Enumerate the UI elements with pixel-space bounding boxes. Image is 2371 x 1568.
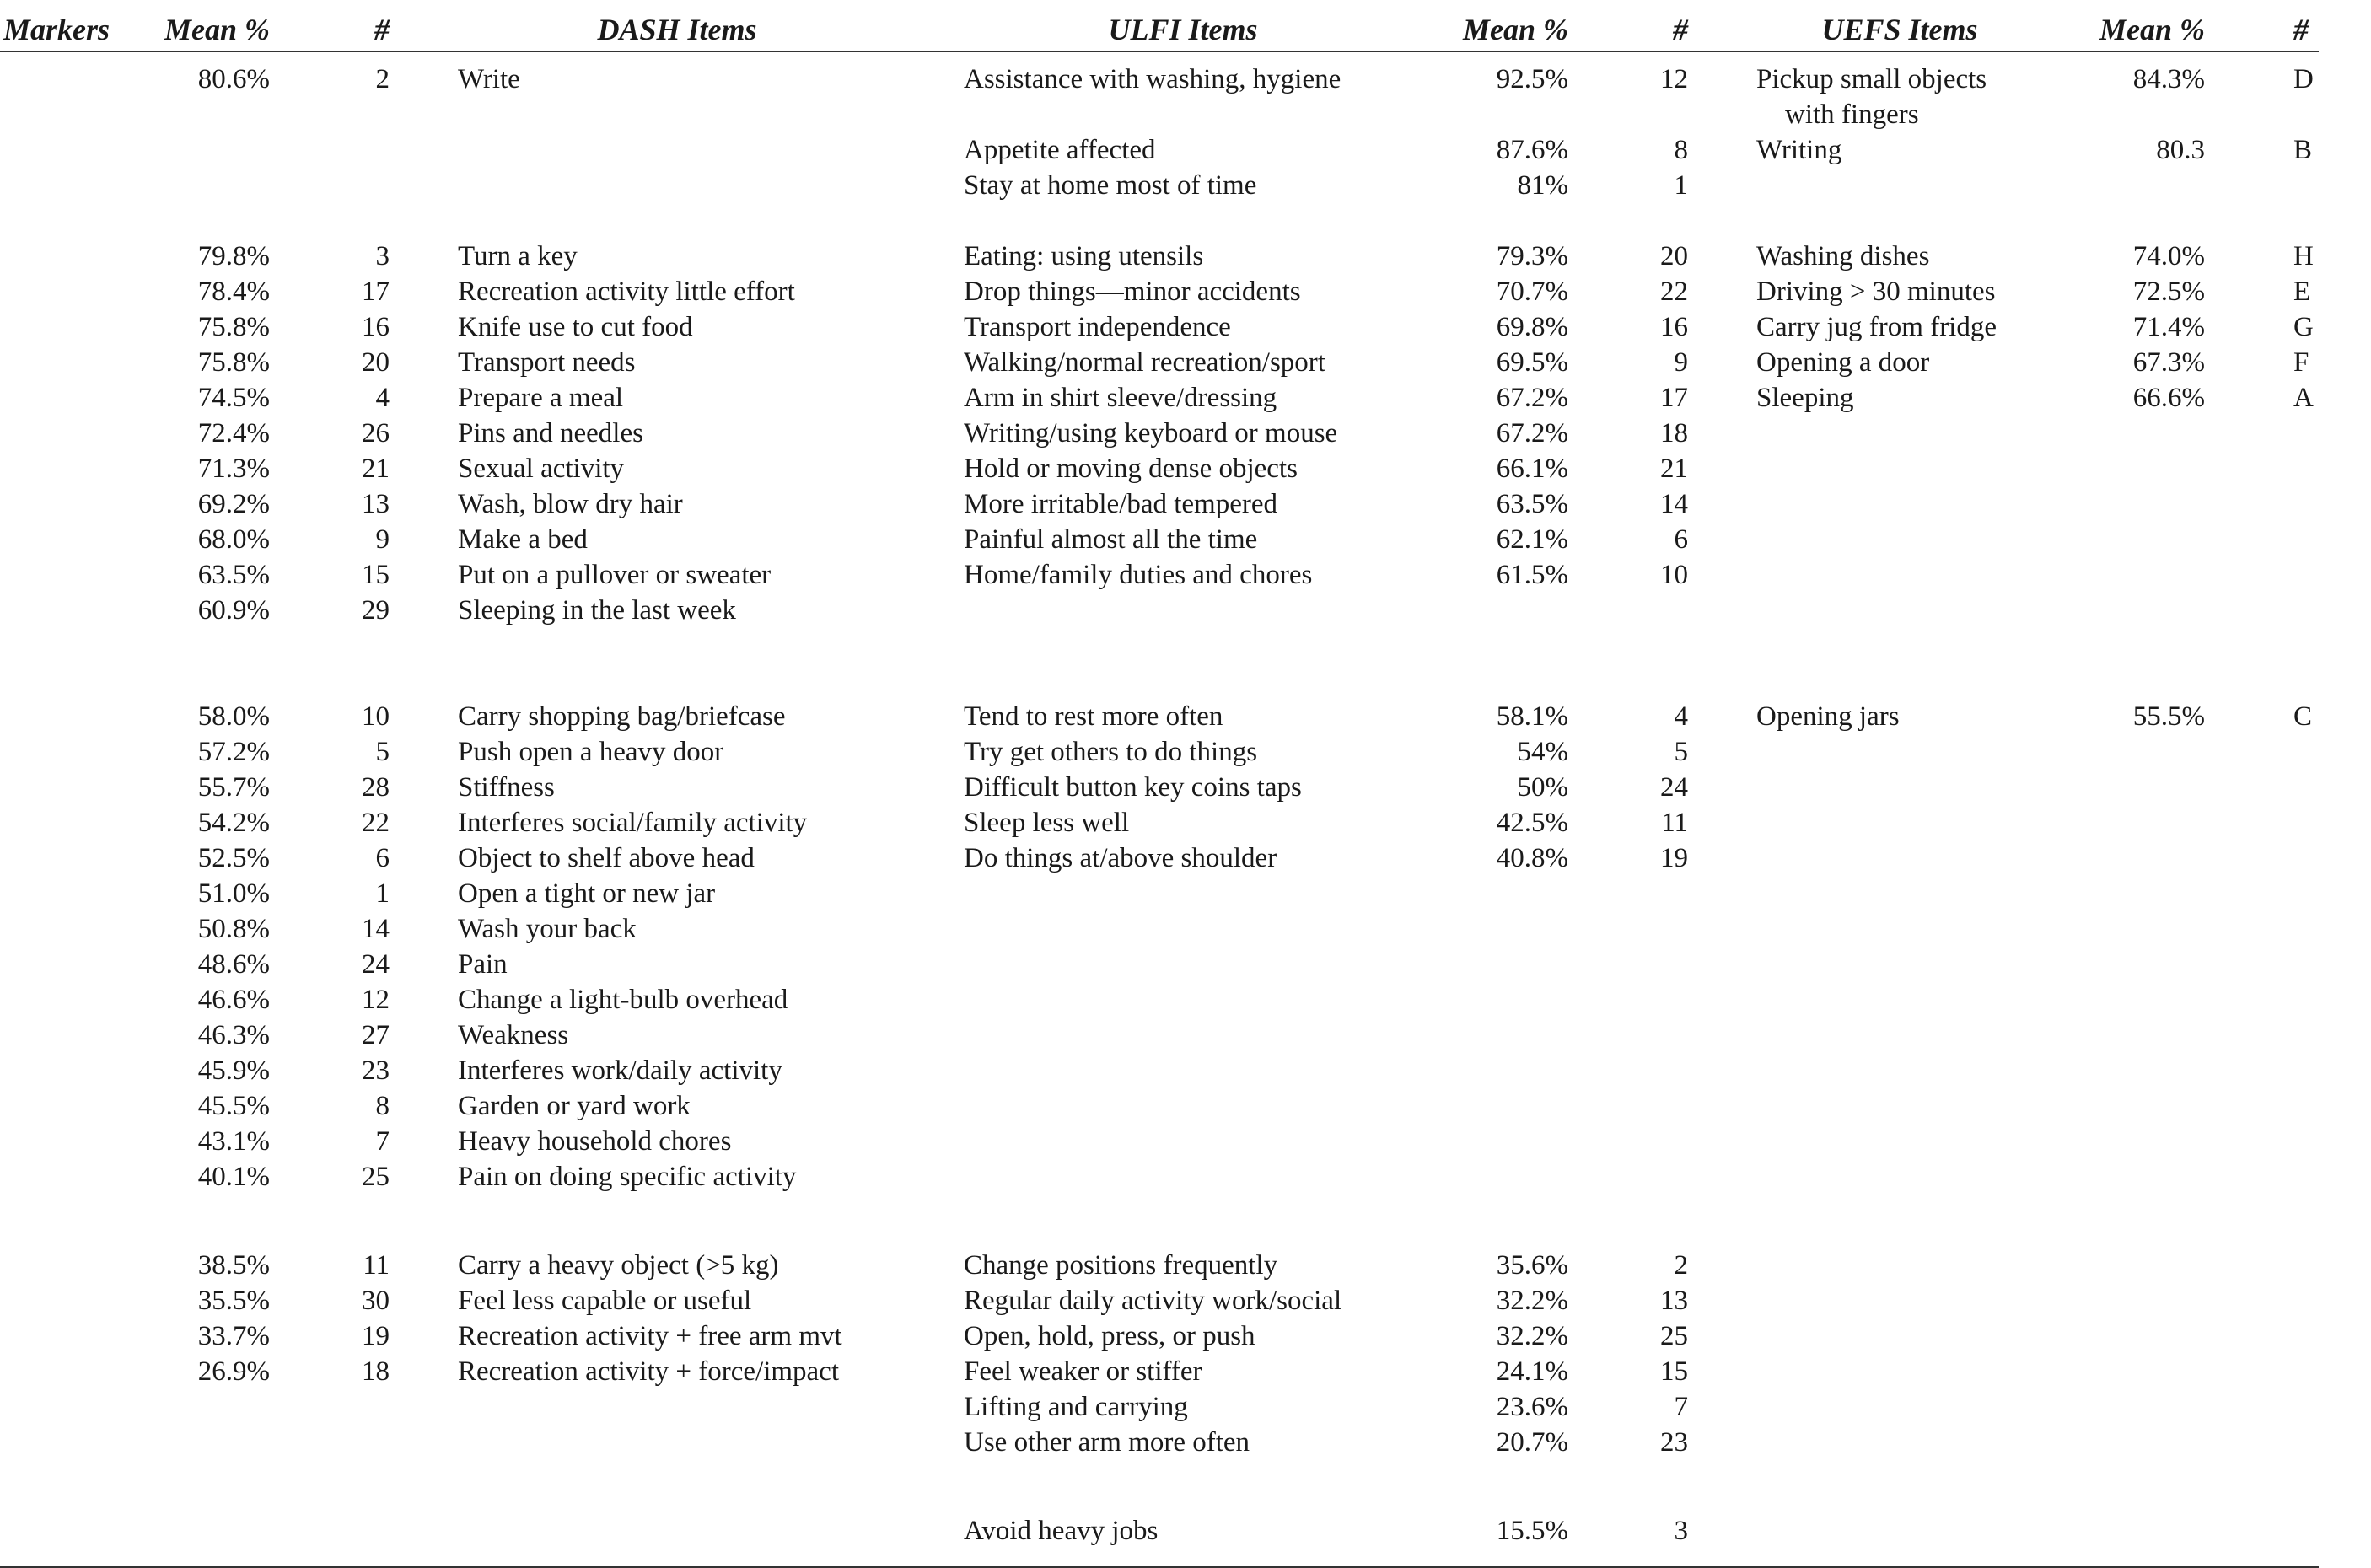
dash-number-cell: 27: [362, 1020, 390, 1050]
dash-mean-cell: 50.8%: [197, 914, 270, 944]
ulfi-mean-cell: 58.1%: [1496, 701, 1568, 732]
dash-number-cell: 3: [375, 241, 390, 271]
header-markers: Markers: [3, 13, 110, 46]
dash-item-cell: Interferes social/family activity: [458, 808, 808, 838]
dash-mean-cell: 69.2%: [197, 489, 270, 519]
ulfi-item-cell: Painful almost all the time: [964, 524, 1258, 555]
dash-item-cell: Heavy household chores: [458, 1126, 732, 1157]
dash-item-cell: Interferes work/daily activity: [458, 1055, 782, 1086]
dash-mean-cell: 78.4%: [197, 277, 270, 307]
uefs-mean-cell: 67.3%: [2132, 347, 2205, 378]
dash-item-cell: Recreation activity + force/impact: [458, 1356, 839, 1387]
dash-item-cell: Prepare a meal: [458, 383, 624, 413]
dash-mean-cell: 58.0%: [197, 701, 270, 732]
uefs-letter-cell: E: [2293, 277, 2311, 307]
ulfi-mean-cell: 32.2%: [1496, 1321, 1568, 1351]
dash-item-cell: Transport needs: [458, 347, 636, 378]
header-dash-items: DASH Items: [597, 13, 757, 46]
uefs-item-cell: Carry jug from fridge: [1756, 312, 1997, 342]
dash-mean-cell: 33.7%: [197, 1321, 270, 1351]
uefs-letter-cell: F: [2293, 347, 2309, 378]
dash-item-cell: Carry a heavy object (>5 kg): [458, 1250, 779, 1281]
dash-item-cell: Feel less capable or useful: [458, 1286, 752, 1316]
ulfi-mean-cell: 20.7%: [1496, 1427, 1568, 1458]
ulfi-mean-cell: 42.5%: [1496, 808, 1568, 838]
uefs-mean-cell: 80.3: [2156, 135, 2205, 165]
ulfi-mean-cell: 35.6%: [1496, 1250, 1568, 1281]
uefs-letter-cell: A: [2293, 383, 2314, 413]
ulfi-number-cell: 3: [1674, 1516, 1688, 1546]
uefs-mean-cell: 66.6%: [2132, 383, 2205, 413]
dash-mean-cell: 46.6%: [197, 985, 270, 1015]
uefs-item-cell: Sleeping: [1756, 383, 1854, 413]
ulfi-mean-cell: 23.6%: [1496, 1392, 1568, 1422]
ulfi-item-cell: Try get others to do things: [964, 737, 1258, 767]
dash-number-cell: 1: [375, 878, 390, 909]
ulfi-item-cell: Writing/using keyboard or mouse: [964, 418, 1338, 448]
dash-number-cell: 23: [362, 1055, 390, 1086]
ulfi-number-cell: 17: [1660, 383, 1688, 413]
ulfi-number-cell: 16: [1660, 312, 1688, 342]
uefs-letter-cell: G: [2293, 312, 2314, 342]
uefs-letter-cell: C: [2293, 701, 2313, 732]
dash-number-cell: 19: [362, 1321, 390, 1351]
dash-mean-cell: 80.6%: [197, 64, 270, 94]
header-dash-number: #: [374, 13, 390, 46]
ulfi-item-cell: Change positions frequently: [964, 1250, 1278, 1281]
dash-item-cell: Change a light-bulb overhead: [458, 985, 788, 1015]
dash-item-cell: Knife use to cut food: [458, 312, 693, 342]
ulfi-item-cell: Stay at home most of time: [964, 170, 1257, 201]
ulfi-mean-cell: 61.5%: [1496, 560, 1568, 590]
ulfi-mean-cell: 87.6%: [1496, 135, 1568, 165]
ulfi-number-cell: 11: [1661, 808, 1688, 838]
dash-mean-cell: 35.5%: [197, 1286, 270, 1316]
ulfi-number-cell: 14: [1660, 489, 1688, 519]
dash-mean-cell: 74.5%: [197, 383, 270, 413]
ulfi-item-cell: Avoid heavy jobs: [964, 1516, 1159, 1546]
ulfi-mean-cell: 69.5%: [1496, 347, 1568, 378]
uefs-letter-cell: B: [2293, 135, 2313, 165]
dash-number-cell: 16: [362, 312, 390, 342]
header-uefs-items: UEFS Items: [1821, 13, 1978, 46]
ulfi-item-cell: Lifting and carrying: [964, 1392, 1188, 1422]
ulfi-item-cell: Open, hold, press, or push: [964, 1321, 1255, 1351]
dash-item-cell: Pain on doing specific activity: [458, 1162, 797, 1192]
uefs-item-cell: Opening a door: [1756, 347, 1930, 378]
ulfi-mean-cell: 66.1%: [1496, 454, 1568, 484]
ulfi-number-cell: 10: [1660, 560, 1688, 590]
ulfi-mean-cell: 40.8%: [1496, 843, 1568, 873]
ulfi-item-cell: Walking/normal recreation/sport: [964, 347, 1325, 378]
ulfi-item-cell: Appetite affected: [964, 135, 1156, 165]
ulfi-mean-cell: 69.8%: [1496, 312, 1568, 342]
dash-number-cell: 6: [375, 843, 390, 873]
ulfi-number-cell: 25: [1660, 1321, 1688, 1351]
ulfi-mean-cell: 70.7%: [1496, 277, 1568, 307]
ulfi-number-cell: 18: [1660, 418, 1688, 448]
ulfi-number-cell: 9: [1674, 347, 1688, 378]
ulfi-item-cell: Assistance with washing, hygiene: [964, 64, 1341, 94]
dash-number-cell: 14: [362, 914, 390, 944]
ulfi-item-cell: Tend to rest more often: [964, 701, 1223, 732]
ulfi-mean-cell: 62.1%: [1496, 524, 1568, 555]
ulfi-mean-cell: 81%: [1517, 170, 1568, 201]
ulfi-mean-cell: 79.3%: [1496, 241, 1568, 271]
dash-number-cell: 26: [362, 418, 390, 448]
dash-mean-cell: 26.9%: [197, 1356, 270, 1387]
uefs-mean-cell: 55.5%: [2132, 701, 2205, 732]
ulfi-item-cell: Feel weaker or stiffer: [964, 1356, 1202, 1387]
ulfi-number-cell: 13: [1660, 1286, 1688, 1316]
ulfi-mean-cell: 63.5%: [1496, 489, 1568, 519]
dash-mean-cell: 54.2%: [197, 808, 270, 838]
ulfi-mean-cell: 67.2%: [1496, 383, 1568, 413]
dash-number-cell: 7: [375, 1126, 390, 1157]
ulfi-number-cell: 4: [1674, 701, 1688, 732]
dash-number-cell: 21: [362, 454, 390, 484]
dash-item-cell: Wash your back: [458, 914, 637, 944]
dash-number-cell: 20: [362, 347, 390, 378]
dash-item-cell: Pins and needles: [458, 418, 643, 448]
uefs-mean-cell: 84.3%: [2132, 64, 2205, 94]
dash-mean-cell: 75.8%: [197, 312, 270, 342]
dash-number-cell: 30: [362, 1286, 390, 1316]
dash-number-cell: 13: [362, 489, 390, 519]
header-ulfi-mean: Mean %: [1463, 13, 1568, 46]
ulfi-item-cell: Transport independence: [964, 312, 1231, 342]
dash-mean-cell: 45.9%: [197, 1055, 270, 1086]
uefs-letter-cell: D: [2293, 64, 2314, 94]
dash-mean-cell: 48.6%: [197, 949, 270, 980]
dash-mean-cell: 38.5%: [197, 1250, 270, 1281]
header-dash-mean: Mean %: [164, 13, 270, 46]
dash-item-cell: Weakness: [458, 1020, 569, 1050]
dash-number-cell: 25: [362, 1162, 390, 1192]
dash-item-cell: Write: [458, 64, 520, 94]
ulfi-item-cell: Do things at/above shoulder: [964, 843, 1277, 873]
dash-item-cell: Wash, blow dry hair: [458, 489, 683, 519]
ulfi-item-cell: Arm in shirt sleeve/dressing: [964, 383, 1277, 413]
ulfi-number-cell: 20: [1660, 241, 1688, 271]
ulfi-item-cell: Regular daily activity work/social: [964, 1286, 1342, 1316]
ulfi-number-cell: 12: [1660, 64, 1688, 94]
uefs-item-continuation: with fingers: [1785, 99, 1919, 130]
uefs-mean-cell: 72.5%: [2132, 277, 2205, 307]
ulfi-item-cell: Difficult button key coins taps: [964, 772, 1302, 803]
dash-number-cell: 9: [375, 524, 390, 555]
dash-item-cell: Sexual activity: [458, 454, 625, 484]
ulfi-item-cell: Drop things—minor accidents: [964, 277, 1301, 307]
dash-item-cell: Object to shelf above head: [458, 843, 755, 873]
ulfi-item-cell: Sleep less well: [964, 808, 1130, 838]
ulfi-number-cell: 22: [1660, 277, 1688, 307]
ulfi-number-cell: 21: [1660, 454, 1688, 484]
dash-mean-cell: 63.5%: [197, 560, 270, 590]
dash-mean-cell: 46.3%: [197, 1020, 270, 1050]
uefs-item-cell: Opening jars: [1756, 701, 1900, 732]
ulfi-number-cell: 23: [1660, 1427, 1688, 1458]
ulfi-item-cell: Use other arm more often: [964, 1427, 1250, 1458]
dash-number-cell: 24: [362, 949, 390, 980]
ulfi-mean-cell: 24.1%: [1496, 1356, 1568, 1387]
dash-item-cell: Make a bed: [458, 524, 588, 555]
dash-item-cell: Recreation activity little effort: [458, 277, 795, 307]
dash-number-cell: 8: [375, 1091, 390, 1121]
dash-mean-cell: 75.8%: [197, 347, 270, 378]
ulfi-item-cell: Eating: using utensils: [964, 241, 1204, 271]
dash-item-cell: Turn a key: [458, 241, 578, 271]
ulfi-mean-cell: 92.5%: [1496, 64, 1568, 94]
dash-number-cell: 4: [375, 383, 390, 413]
dash-item-cell: Garden or yard work: [458, 1091, 691, 1121]
dash-mean-cell: 72.4%: [197, 418, 270, 448]
dash-mean-cell: 40.1%: [197, 1162, 270, 1192]
dash-number-cell: 11: [363, 1250, 390, 1281]
dash-mean-cell: 60.9%: [197, 595, 270, 626]
uefs-item-cell: Washing dishes: [1756, 241, 1930, 271]
uefs-item-cell: Driving > 30 minutes: [1756, 277, 1996, 307]
ulfi-number-cell: 1: [1674, 170, 1688, 201]
dash-item-cell: Push open a heavy door: [458, 737, 724, 767]
dash-number-cell: 5: [375, 737, 390, 767]
dash-mean-cell: 51.0%: [197, 878, 270, 909]
ulfi-number-cell: 8: [1674, 135, 1688, 165]
dash-item-cell: Carry shopping bag/briefcase: [458, 701, 786, 732]
ulfi-mean-cell: 32.2%: [1496, 1286, 1568, 1316]
uefs-letter-cell: H: [2293, 241, 2314, 271]
dash-number-cell: 12: [362, 985, 390, 1015]
dash-item-cell: Stiffness: [458, 772, 555, 803]
uefs-item-cell: Pickup small objects: [1756, 64, 1987, 94]
dash-number-cell: 15: [362, 560, 390, 590]
ulfi-number-cell: 5: [1674, 737, 1688, 767]
ulfi-number-cell: 15: [1660, 1356, 1688, 1387]
dash-mean-cell: 57.2%: [197, 737, 270, 767]
dash-item-cell: Pain: [458, 949, 508, 980]
dash-number-cell: 17: [362, 277, 390, 307]
header-uefs-number: #: [2293, 13, 2309, 46]
ulfi-mean-cell: 67.2%: [1496, 418, 1568, 448]
dash-mean-cell: 68.0%: [197, 524, 270, 555]
dash-item-cell: Recreation activity + free arm mvt: [458, 1321, 842, 1351]
ulfi-item-cell: Hold or moving dense objects: [964, 454, 1298, 484]
dash-item-cell: Sleeping in the last week: [458, 595, 736, 626]
dash-mean-cell: 79.8%: [197, 241, 270, 271]
ulfi-number-cell: 6: [1674, 524, 1688, 555]
header-ulfi-items: ULFI Items: [1108, 13, 1258, 46]
uefs-mean-cell: 71.4%: [2132, 312, 2205, 342]
header-uefs-mean: Mean %: [2099, 13, 2205, 46]
dash-number-cell: 10: [362, 701, 390, 732]
dash-mean-cell: 55.7%: [197, 772, 270, 803]
ulfi-number-cell: 24: [1660, 772, 1688, 803]
dash-mean-cell: 43.1%: [197, 1126, 270, 1157]
dash-number-cell: 28: [362, 772, 390, 803]
dash-mean-cell: 45.5%: [197, 1091, 270, 1121]
dash-number-cell: 29: [362, 595, 390, 626]
dash-mean-cell: 52.5%: [197, 843, 270, 873]
uefs-mean-cell: 74.0%: [2132, 241, 2205, 271]
header-ulfi-number: #: [1673, 13, 1688, 46]
dash-mean-cell: 71.3%: [197, 454, 270, 484]
uefs-item-cell: Writing: [1756, 135, 1842, 165]
ulfi-item-cell: More irritable/bad tempered: [964, 489, 1278, 519]
ulfi-item-cell: Home/family duties and chores: [964, 560, 1313, 590]
dash-item-cell: Put on a pullover or sweater: [458, 560, 772, 590]
ulfi-number-cell: 2: [1674, 1250, 1688, 1281]
dash-number-cell: 22: [362, 808, 390, 838]
dash-number-cell: 18: [362, 1356, 390, 1387]
ulfi-mean-cell: 50%: [1517, 772, 1568, 803]
dash-number-cell: 2: [375, 64, 390, 94]
ulfi-mean-cell: 54%: [1517, 737, 1568, 767]
dash-item-cell: Open a tight or new jar: [458, 878, 716, 909]
ulfi-mean-cell: 15.5%: [1496, 1516, 1568, 1546]
header-rule: [0, 51, 2319, 52]
ulfi-number-cell: 7: [1674, 1392, 1688, 1422]
ulfi-number-cell: 19: [1660, 843, 1688, 873]
